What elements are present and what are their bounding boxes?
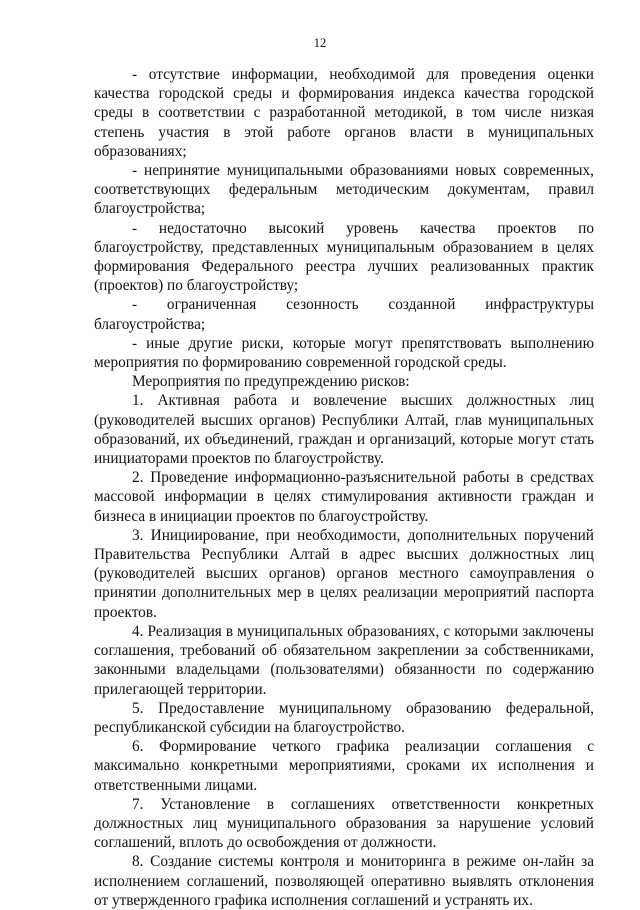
risk-item: - ограниченная сезонность созданной инфраструктуры благоустройства;	[94, 296, 594, 333]
measure-item: 3. Инициирование, при необходимости, дополнительных поручений Правительства Республики Алтай в адрес высших должностных лиц (руководителей высших органов) органов местного самоуправления о принятии дополнительных мер в целях реализации мероприятий паспорта проектов.	[94, 526, 594, 621]
measure-item: 1. Активная работа и вовлечение высших должностных лиц (руководителей высших органов) Республики Алтай, глав муниципальных образований, их объединений, граждан и организаций, которые могут стать инициаторами проектов по благоустройству.	[94, 392, 594, 468]
measure-item: 6. Формирование четкого графика реализации соглашения с максимально конкретными мероприятиями, сроками их исполнения и ответственными лицами.	[94, 738, 594, 794]
measure-item: 5. Предоставление муниципальному образованию федеральной, республиканской субсидии на благоустройство.	[94, 699, 594, 736]
measure-item: 8. Создание системы контроля и мониторинга в режиме он-лайн за исполнением соглашений, позволяющей оперативно выявлять отклонения от утвержденного графика исполнения соглашений и устранять их.	[94, 853, 594, 909]
page-number: 12	[313, 36, 327, 50]
measures-heading: Мероприятия по предупреждению рисков:	[132, 373, 410, 391]
measure-item: 7. Установление в соглашениях ответственности конкретных должностных лиц муниципального образования за нарушение условий соглашений, вплоть до освобождения от должности.	[94, 795, 594, 852]
risk-item: - непринятие муниципальными образованиями новых современных, соответствующих федеральным методическим документам, правил благоустройства;	[94, 162, 594, 218]
risk-item: - отсутствие информации, необходимой для проведения оценки качества городской среды и формирования индекса качества городской среды в соответствии с разработанной методикой, в том числе низкая степень участия в этой работе органов власти в муниципальных образованиях;	[94, 66, 594, 160]
risk-item: - недостаточно высокий уровень качества проектов по благоустройству, представленных муниципальным образованием в целях формирования Федерального реестра лучших реализованных практик (проектов) по благоустройству;	[94, 219, 594, 295]
measure-item: 4. Реализация в муниципальных образованиях, с которыми заключены соглашения, требований об обязательном закреплении за собственниками, законными владельцами (пользователями) обязанности по содержанию прилегающей территории.	[94, 622, 594, 698]
risk-item: - иные другие риски, которые могут препятствовать выполнению мероприятия по формированию современной городской среды.	[94, 334, 594, 372]
measure-item: 2. Проведение информационно-разъяснительной работы в средствах массовой информации в целях стимулирования активности граждан и бизнеса в инициации проектов по благоустройству.	[94, 469, 594, 525]
document-body	[94, 65, 594, 910]
